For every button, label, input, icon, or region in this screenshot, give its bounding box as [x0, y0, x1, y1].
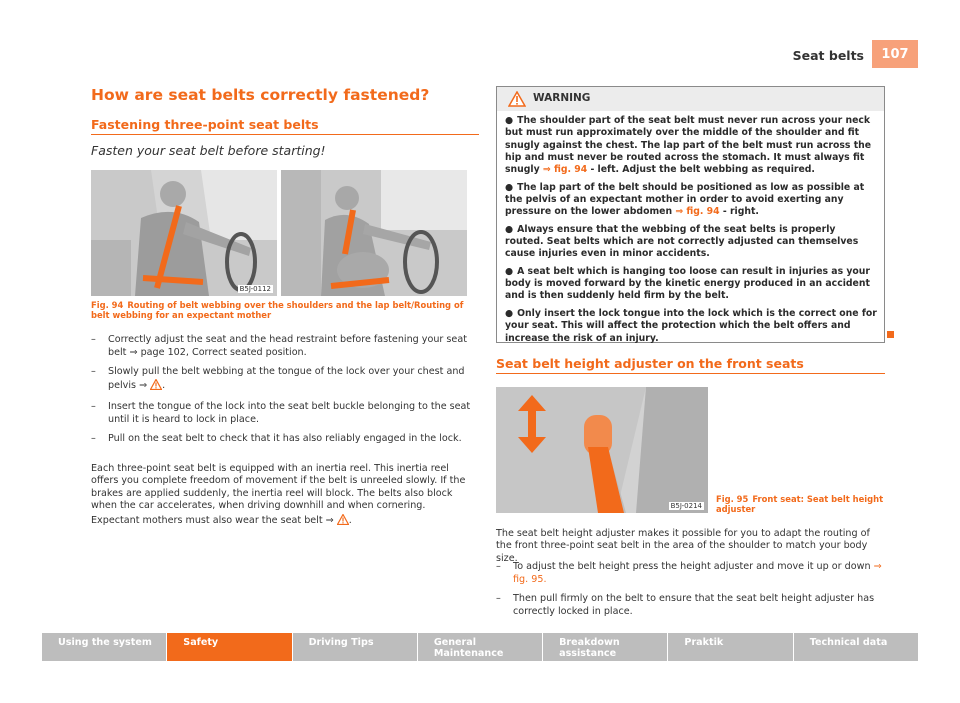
figure-95-photo — [496, 387, 708, 513]
nav-tab-driving-tips[interactable]: Driving Tips — [293, 633, 417, 661]
warning-item: ● The shoulder part of the seat belt must never run across your neck but must run approximately over the middle of the shoulder and fit snugly against the chest. The lap part of the belt must run across the hip and must never be routed across the stomach. It must always fit snugly ⇒ fig. 94 - left. Adjust the belt webbing as required. — [505, 115, 872, 176]
figure-ref-link[interactable]: ⇒ fig. 94 — [675, 206, 720, 218]
warning-item: ● A seat belt which is hanging too loose can result in injuries as your body is moved forward by the kinetic energy produced in an accident and is then suddenly held firm by the belt. — [505, 265, 870, 302]
warning-ref-link[interactable]: ⇒ — [325, 515, 334, 526]
figure-95-caption-text: Front seat: Seat belt height adjuster — [716, 494, 884, 514]
nav-tab-technical-data[interactable]: Technical data — [794, 633, 918, 661]
list-item: – Slowly pull the belt webbing at the tongue of the lock over your chest and pelvis ⇒ . — [91, 366, 479, 394]
figure-94-right-photo — [281, 170, 467, 296]
figure-ref-link[interactable]: ⇒ fig. 94 — [542, 164, 588, 176]
nav-tab-safety[interactable]: Safety — [167, 633, 291, 661]
list-item: – To adjust the belt height press the height adjuster and move it up or down ⇒ fig. 95. — [496, 561, 886, 586]
nav-tab-praktik[interactable]: Praktik — [668, 633, 792, 661]
warning-triangle-icon — [337, 514, 349, 529]
expectant-mothers-paragraph: Expectant mothers must also wear the seat belt ⇒ . — [91, 514, 479, 529]
subtitle-three-point: Fastening three-point seat belts — [91, 117, 319, 132]
height-adjuster-paragraph: The seat belt height adjuster makes it possible for you to adapt the routing of the front three-point seat belt in the area of the shoulder to match your body size. — [496, 528, 870, 564]
list-item: – Correctly adjust the seat and the head restraint before fastening your seat belt ⇒ page 102, Correct seated position. — [91, 334, 479, 359]
subtitle-height-adjuster: Seat belt height adjuster on the front seats — [496, 356, 804, 371]
warning-box — [496, 86, 885, 343]
fastening-steps — [91, 334, 479, 453]
section-end-marker — [887, 331, 894, 338]
figure-94-label: Fig. 94 — [91, 300, 124, 310]
height-adjuster-steps — [496, 561, 886, 625]
figure-94-caption — [91, 300, 479, 320]
warning-body — [505, 115, 877, 350]
figure-ref-link[interactable]: ⇒ fig. 95. — [513, 561, 882, 585]
list-item: – Then pull firmly on the belt to ensure that the seat belt height adjuster has correctly locked in place. — [496, 593, 886, 618]
figure-code: B5J-0112 — [239, 285, 271, 293]
warning-item: ● Only insert the lock tongue into the lock which is the correct one for your seat. This will affect the protection which the belt offers and increase the risk of an injury. — [505, 307, 877, 344]
page-title: How are seat belts correctly fastened? — [91, 86, 430, 104]
warning-header — [497, 87, 884, 111]
warning-ref-link[interactable]: ⇒ — [139, 379, 148, 391]
chapter-nav — [42, 633, 918, 661]
inertia-reel-paragraph: Each three-point seat belt is equipped with an inertia reel. This inertia reel offers you complete freedom of movement if the belt is unreeled slowly. If the brakes are applied suddenly, the inertia reel will block. The belts also block when the car accelerates, when driving downhill and when cornering. — [91, 463, 466, 512]
running-section-title: Seat belts — [792, 48, 864, 63]
warning-item: ● Always ensure that the webbing of the seat belts is properly routed. Seat belts which are not correctly adjusted can themselves cause injuries even in minor accidents. — [505, 223, 859, 260]
figure-code: B5J-0214 — [670, 502, 702, 510]
warning-triangle-icon — [150, 379, 162, 395]
page-ref-link[interactable]: ⇒ page 102, Correct seated position. — [129, 346, 307, 358]
figure-95-label: Fig. 95 — [716, 494, 749, 504]
warning-item: ● The lap part of the belt should be positioned as low as possible at the pelvis of an expectant mother in order to avoid exerting any pressure on the lower abdomen ⇒ fig. 94 - right. — [505, 181, 865, 218]
list-item: – Insert the tongue of the lock into the seat belt buckle belonging to the seat until it is heard to lock in place. — [91, 401, 479, 426]
warning-triangle-icon — [508, 91, 526, 111]
nav-tab-using-the-system[interactable]: Using the system — [42, 633, 166, 661]
subtitle-rule — [91, 134, 479, 135]
page-number: 107 — [872, 40, 918, 68]
intro-text: Fasten your seat belt before starting! — [91, 143, 326, 158]
nav-tab-breakdown-assistance[interactable]: Breakdown assistance — [543, 633, 667, 661]
list-item: – Pull on the seat belt to check that it has also reliably engaged in the lock. — [91, 433, 479, 446]
nav-tab-general-maintenance[interactable]: General Maintenance — [418, 633, 542, 661]
subtitle-rule — [496, 373, 885, 374]
figure-94-caption-text: Routing of belt webbing over the shoulders and the lap belt/Routing of belt webbing for an expectant mother — [91, 300, 464, 320]
figure-94-left-photo — [91, 170, 277, 296]
figure-95-caption — [716, 494, 886, 514]
warning-heading: WARNING — [533, 92, 591, 104]
